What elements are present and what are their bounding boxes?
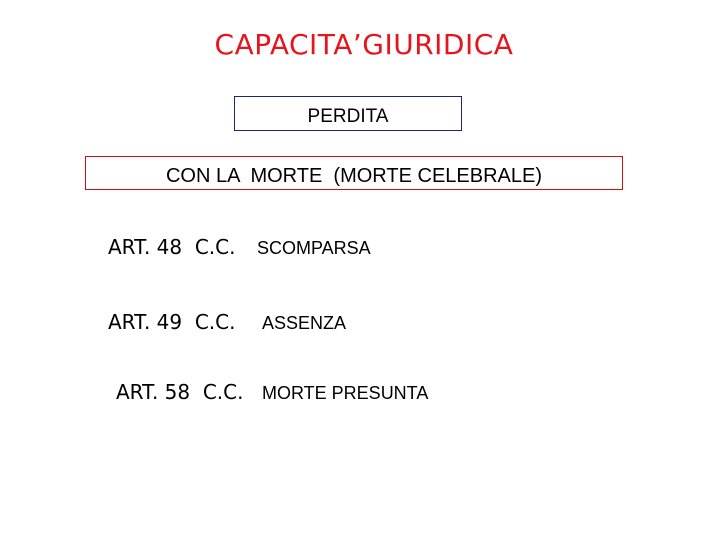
article-ref: ART. 49 C.C. <box>108 310 236 334</box>
article-label: ASSENZA <box>262 313 347 333</box>
article-ref: ART. 48 C.C. <box>108 235 236 259</box>
perdita-box: PERDITA <box>234 96 462 131</box>
article-ref: ART. 58 C.C. <box>116 380 244 404</box>
cause-box: CON LA MORTE (MORTE CELEBRALE) <box>85 156 623 190</box>
article-label: SCOMPARSA <box>257 238 371 258</box>
article-label: MORTE PRESUNTA <box>262 383 429 403</box>
slide-title: CAPACITA’GIURIDICA <box>214 28 514 61</box>
